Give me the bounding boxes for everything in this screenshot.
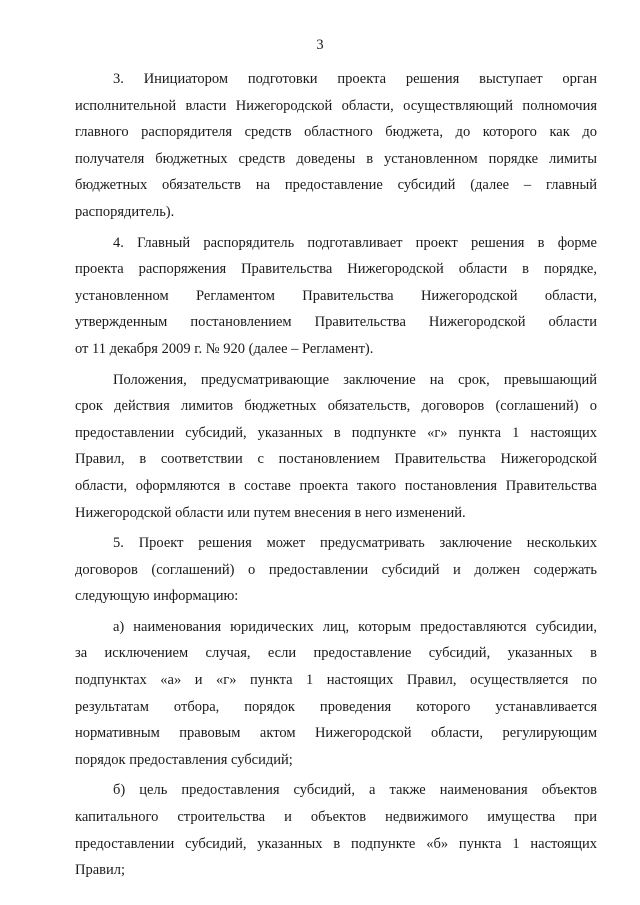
text-line: установленном Регламентом Правительства Нижегородской области, xyxy=(75,287,597,304)
text-line: 3. Инициатором подготовки проекта решения выступает орган xyxy=(113,71,597,87)
text-line: исполнительной власти Нижегородской области, осуществляющий полномочия xyxy=(75,97,597,114)
document-body xyxy=(75,66,597,888)
paragraph-4-main-distributor xyxy=(75,230,597,363)
text-line: а) наименования юридических лиц, которым предоставляются субсидии, xyxy=(113,618,597,635)
text-line: подпунктах «а» и «г» пункта 1 настоящих Правил, осуществляется по xyxy=(75,672,597,689)
text-line: Нижегородской области или путем внесения в него изменений. xyxy=(75,504,466,521)
text-line: капитального строительства и объектов недвижимого имущества при xyxy=(75,809,597,826)
text-line: от 11 декабря 2009 г. № 920 (далее – Регламент). xyxy=(75,340,374,357)
text-line: области, оформляются в составе проекта такого постановления Правительства xyxy=(75,477,597,494)
text-line: главного распорядителя средств областного бюджета, до которого как до xyxy=(75,124,597,141)
paragraph-5-draft-decision xyxy=(75,530,597,610)
text-line: нормативным правовым актом Нижегородской области, регулирующим xyxy=(75,725,597,742)
text-line: Правил; xyxy=(75,862,126,879)
paragraph-item-b xyxy=(75,777,597,883)
text-line: получателя бюджетных средств доведены в установленном порядке лимиты xyxy=(75,150,597,167)
text-line: результатам отбора, порядок проведения которого устанавливается xyxy=(75,698,597,715)
paragraph-3-initiator xyxy=(75,66,597,226)
text-line: б) цель предоставления субсидий, а также наименования объектов xyxy=(113,782,597,799)
paragraph-item-a xyxy=(75,614,597,774)
text-line: следующую информацию: xyxy=(75,588,239,605)
text-line: предоставлении субсидий, указанных в подпункте «г» пункта 1 настоящих xyxy=(75,424,597,441)
text-line: утвержденным постановлением Правительства Нижегородской области xyxy=(75,314,597,331)
text-line: за исключением случая, если предоставление субсидий, указанных в xyxy=(75,645,597,662)
text-line: проекта распоряжения Правительства Нижегородской области в порядке, xyxy=(75,261,597,278)
text-line: порядок предоставления субсидий; xyxy=(75,751,293,768)
text-line: договоров (соглашений) о предоставлении субсидий и должен содержать xyxy=(75,561,597,578)
text-line: 5. Проект решения может предусматривать заключение нескольких xyxy=(113,535,597,552)
text-line: срок действия лимитов бюджетных обязательств, договоров (соглашений) о xyxy=(75,398,597,415)
text-line: 4. Главный распорядитель подготавливает проект решения в форме xyxy=(113,234,597,251)
page-number: 3 xyxy=(316,37,324,53)
text-line: распорядитель). xyxy=(75,203,175,220)
text-line: предоставлении субсидий, указанных в подпункте «б» пункта 1 настоящих xyxy=(75,835,597,852)
paragraph-provisions xyxy=(75,367,597,527)
text-line: бюджетных обязательств на предоставление субсидий (далее – главный xyxy=(75,177,597,194)
text-line: Положения, предусматривающие заключение на срок, превышающий xyxy=(113,371,597,388)
text-line: Правил, в соответствии с постановлением Правительства Нижегородской xyxy=(75,451,597,468)
